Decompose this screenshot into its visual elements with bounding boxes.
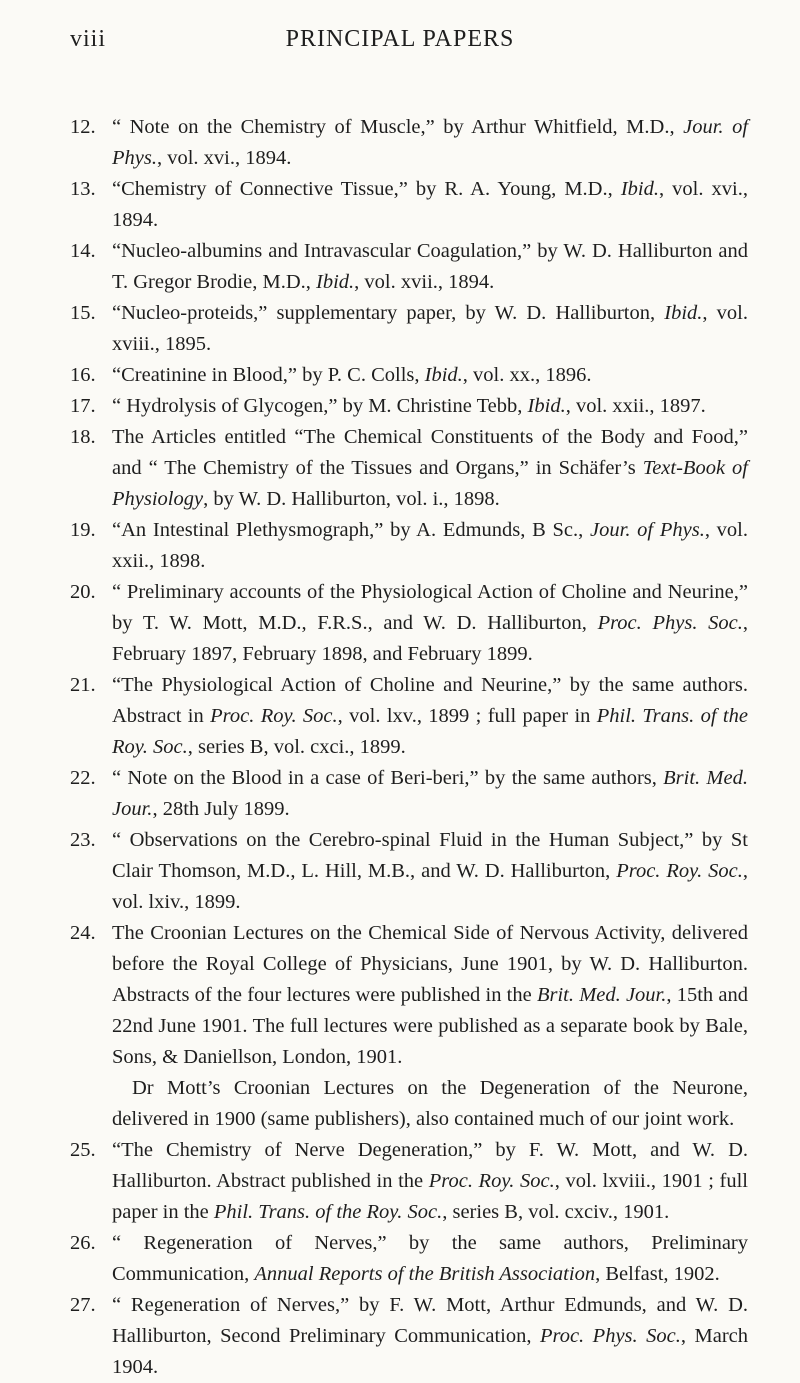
entry-text (112, 918, 748, 1073)
entry-text (112, 360, 748, 391)
paper-entry (0, 422, 800, 515)
entry-number: 15. (70, 302, 96, 324)
entry-number: 24. (70, 922, 96, 944)
paper-entry (0, 391, 800, 422)
entry-text (112, 577, 748, 670)
entry-text (112, 670, 748, 763)
entry-text-segment: , vol. xx., 1896. (462, 364, 592, 386)
entry-number: 19. (70, 519, 96, 541)
paper-entry (0, 112, 800, 174)
journal-citation: Jour. of Phys. (112, 116, 749, 169)
journal-citation: Ibid. (527, 395, 566, 417)
journal-citation: Ibid. (316, 271, 355, 293)
journal-citation: Ibid. (424, 364, 463, 386)
papers-list (0, 112, 800, 1383)
entry-text-segment: “ Observations on the Cerebro-spinal Fluid in the Human Subject,” by St Clair Thomson, M.D., L. Hill, M.B., and W. D. Halliburton, (112, 829, 748, 882)
paper-entry (0, 918, 800, 1073)
journal-citation: Ibid. (620, 178, 659, 200)
entry-number: 26. (70, 1232, 96, 1254)
entry-text-segment: “Creatinine in Blood,” by P. C. Colls, (112, 364, 425, 386)
entry-text (112, 1290, 748, 1383)
entry-text-segment: , by W. D. Halliburton, vol. i., 1898. (203, 488, 500, 510)
entry-number: 22. (70, 767, 96, 789)
running-title: PRINCIPAL PAPERS (285, 26, 515, 52)
entry-text-segment: , series B, vol. cxciv., 1901. (442, 1201, 670, 1223)
journal-citation: Proc. Phys. Soc. (597, 612, 743, 634)
entry-text-segment: , vol. xxii., 1897. (565, 395, 706, 417)
entry-text-segment: “An Intestinal Plethysmograph,” by A. Edmunds, B Sc., (112, 519, 591, 541)
journal-citation: Proc. Roy. Soc. (210, 705, 338, 727)
journal-citation: Text-Book of Physiology (112, 457, 748, 510)
journal-citation: Jour. of Phys. (590, 519, 705, 541)
paper-entry (0, 1135, 800, 1228)
entry-text (112, 763, 748, 825)
entry-text-segment: , February 1897, February 1898, and February 1899. (112, 612, 748, 665)
entry-number: 23. (70, 829, 96, 851)
journal-citation: Proc. Roy. Soc. (616, 860, 743, 882)
journal-citation: Brit. Med. Jour. (112, 767, 748, 820)
entry-text-segment: , 28th July 1899. (152, 798, 290, 820)
entry-text-segment: “ Preliminary accounts of the Physiological Action of Choline and Neurine,” by T. W. Mott, M.D., F.R.S., and W. D. Halliburton, (112, 581, 748, 634)
journal-citation: Proc. Roy. Soc. (428, 1170, 555, 1192)
entry-number: 14. (70, 240, 96, 262)
paper-entry (0, 763, 800, 825)
journal-citation: Brit. Med. Jour. (536, 984, 667, 1006)
entry-number: 12. (70, 116, 96, 138)
paper-entry (0, 515, 800, 577)
entry-text-segment: “ Note on the Chemistry of Muscle,” by Arthur Whitfield, M.D., (112, 116, 684, 138)
entry-text (112, 1073, 748, 1135)
entry-text (112, 825, 748, 918)
entry-text-segment: , vol. xvi., 1894. (156, 147, 292, 169)
entry-text (112, 298, 748, 360)
paper-entry (0, 825, 800, 918)
paper-entry (0, 577, 800, 670)
journal-citation: Annual Reports of the British Association (254, 1263, 596, 1285)
entry-text-segment: , vol. xvii., 1894. (354, 271, 495, 293)
entry-text-segment: , March 1904. (112, 1325, 748, 1378)
entry-number: 25. (70, 1139, 96, 1161)
entry-text-segment: “Nucleo-proteids,” supplementary paper, by W. D. Halliburton, (112, 302, 665, 324)
entry-note-paragraph (0, 1073, 800, 1135)
entry-text (112, 112, 748, 174)
entry-text-segment: The Articles entitled “The Chemical Constituents of the Body and Food,” and “ The Chemistry of the Tissues and Organs,” in Schäfer’s (112, 426, 748, 479)
entry-text-segment: , 15th and 22nd June 1901. The full lectures were published as a separate book by Bale, Sons, & Daniellson, London, 1901. (112, 984, 748, 1068)
entry-text-segment: “ Regeneration of Nerves,” by the same authors, Preliminary Communication, (112, 1232, 748, 1285)
entry-text (112, 174, 748, 236)
entry-text-segment: Dr Mott’s Croonian Lectures on the Degeneration of the Neurone, delivered in 1900 (same publishers), also contained much of our joint work. (112, 1077, 748, 1130)
entry-number: 27. (70, 1294, 96, 1316)
paper-entry (0, 236, 800, 298)
entry-text-segment: , vol. xviii., 1895. (112, 302, 749, 355)
paper-entry (0, 670, 800, 763)
entry-text-segment: , vol. xvi., 1894. (112, 178, 748, 231)
entry-text (112, 515, 748, 577)
entry-number: 18. (70, 426, 96, 448)
entry-text (112, 422, 748, 515)
paper-entry (0, 1228, 800, 1290)
entry-text (112, 1135, 748, 1228)
entry-text-segment: , Belfast, 1902. (595, 1263, 720, 1285)
entry-text-segment: , vol. lxviii., 1901 ; full paper in the (112, 1170, 748, 1223)
entry-number: 13. (70, 178, 96, 200)
entry-text-segment: “The Physiological Action of Choline and Neurine,” by the same authors. Abstract in (112, 674, 748, 727)
page-header (0, 26, 800, 66)
entry-number: 21. (70, 674, 96, 696)
entry-number: 16. (70, 364, 96, 386)
page-number: viii (70, 26, 107, 52)
paper-entry (0, 360, 800, 391)
paper-entry (0, 298, 800, 360)
journal-citation: Proc. Phys. Soc. (539, 1325, 681, 1347)
entry-text-segment: , vol. xxii., 1898. (112, 519, 748, 572)
entry-number: 20. (70, 581, 96, 603)
entry-text (112, 391, 748, 422)
entry-number: 17. (70, 395, 96, 417)
entry-text (112, 1228, 748, 1290)
entry-text-segment: “Nucleo-albumins and Intravascular Coagulation,” by W. D. Halliburton and T. Gregor Brodie, M.D., (112, 240, 748, 293)
entry-text-segment: , series B, vol. cxci., 1899. (187, 736, 406, 758)
entry-text-segment: , vol. lxiv., 1899. (112, 860, 748, 913)
entry-text-segment: The Croonian Lectures on the Chemical Side of Nervous Activity, delivered before the Royal College of Physicians, June 1901, by W. D. Halliburton. Abstracts of the four lectures were published in the (112, 922, 748, 1006)
journal-citation: Phil. Trans. of the Roy. Soc. (112, 705, 748, 758)
journal-citation: Ibid. (664, 302, 703, 324)
entry-text-segment: , vol. lxv., 1899 ; full paper in (337, 705, 597, 727)
entry-text (112, 236, 748, 298)
paper-entry (0, 174, 800, 236)
entry-text-segment: “ Note on the Blood in a case of Beri-beri,” by the same authors, (112, 767, 664, 789)
journal-citation: Phil. Trans. of the Roy. Soc. (213, 1201, 443, 1223)
paper-entry (0, 1290, 800, 1383)
entry-text-segment: “The Chemistry of Nerve Degeneration,” by F. W. Mott, and W. D. Halliburton. Abstract published in the (112, 1139, 748, 1192)
entry-text-segment: “ Hydrolysis of Glycogen,” by M. Christine Tebb, (112, 395, 528, 417)
entry-text-segment: “Chemistry of Connective Tissue,” by R. A. Young, M.D., (112, 178, 621, 200)
entry-text-segment: “ Regeneration of Nerves,” by F. W. Mott, Arthur Edmunds, and W. D. Halliburton, Second Preliminary Communication, (112, 1294, 748, 1347)
